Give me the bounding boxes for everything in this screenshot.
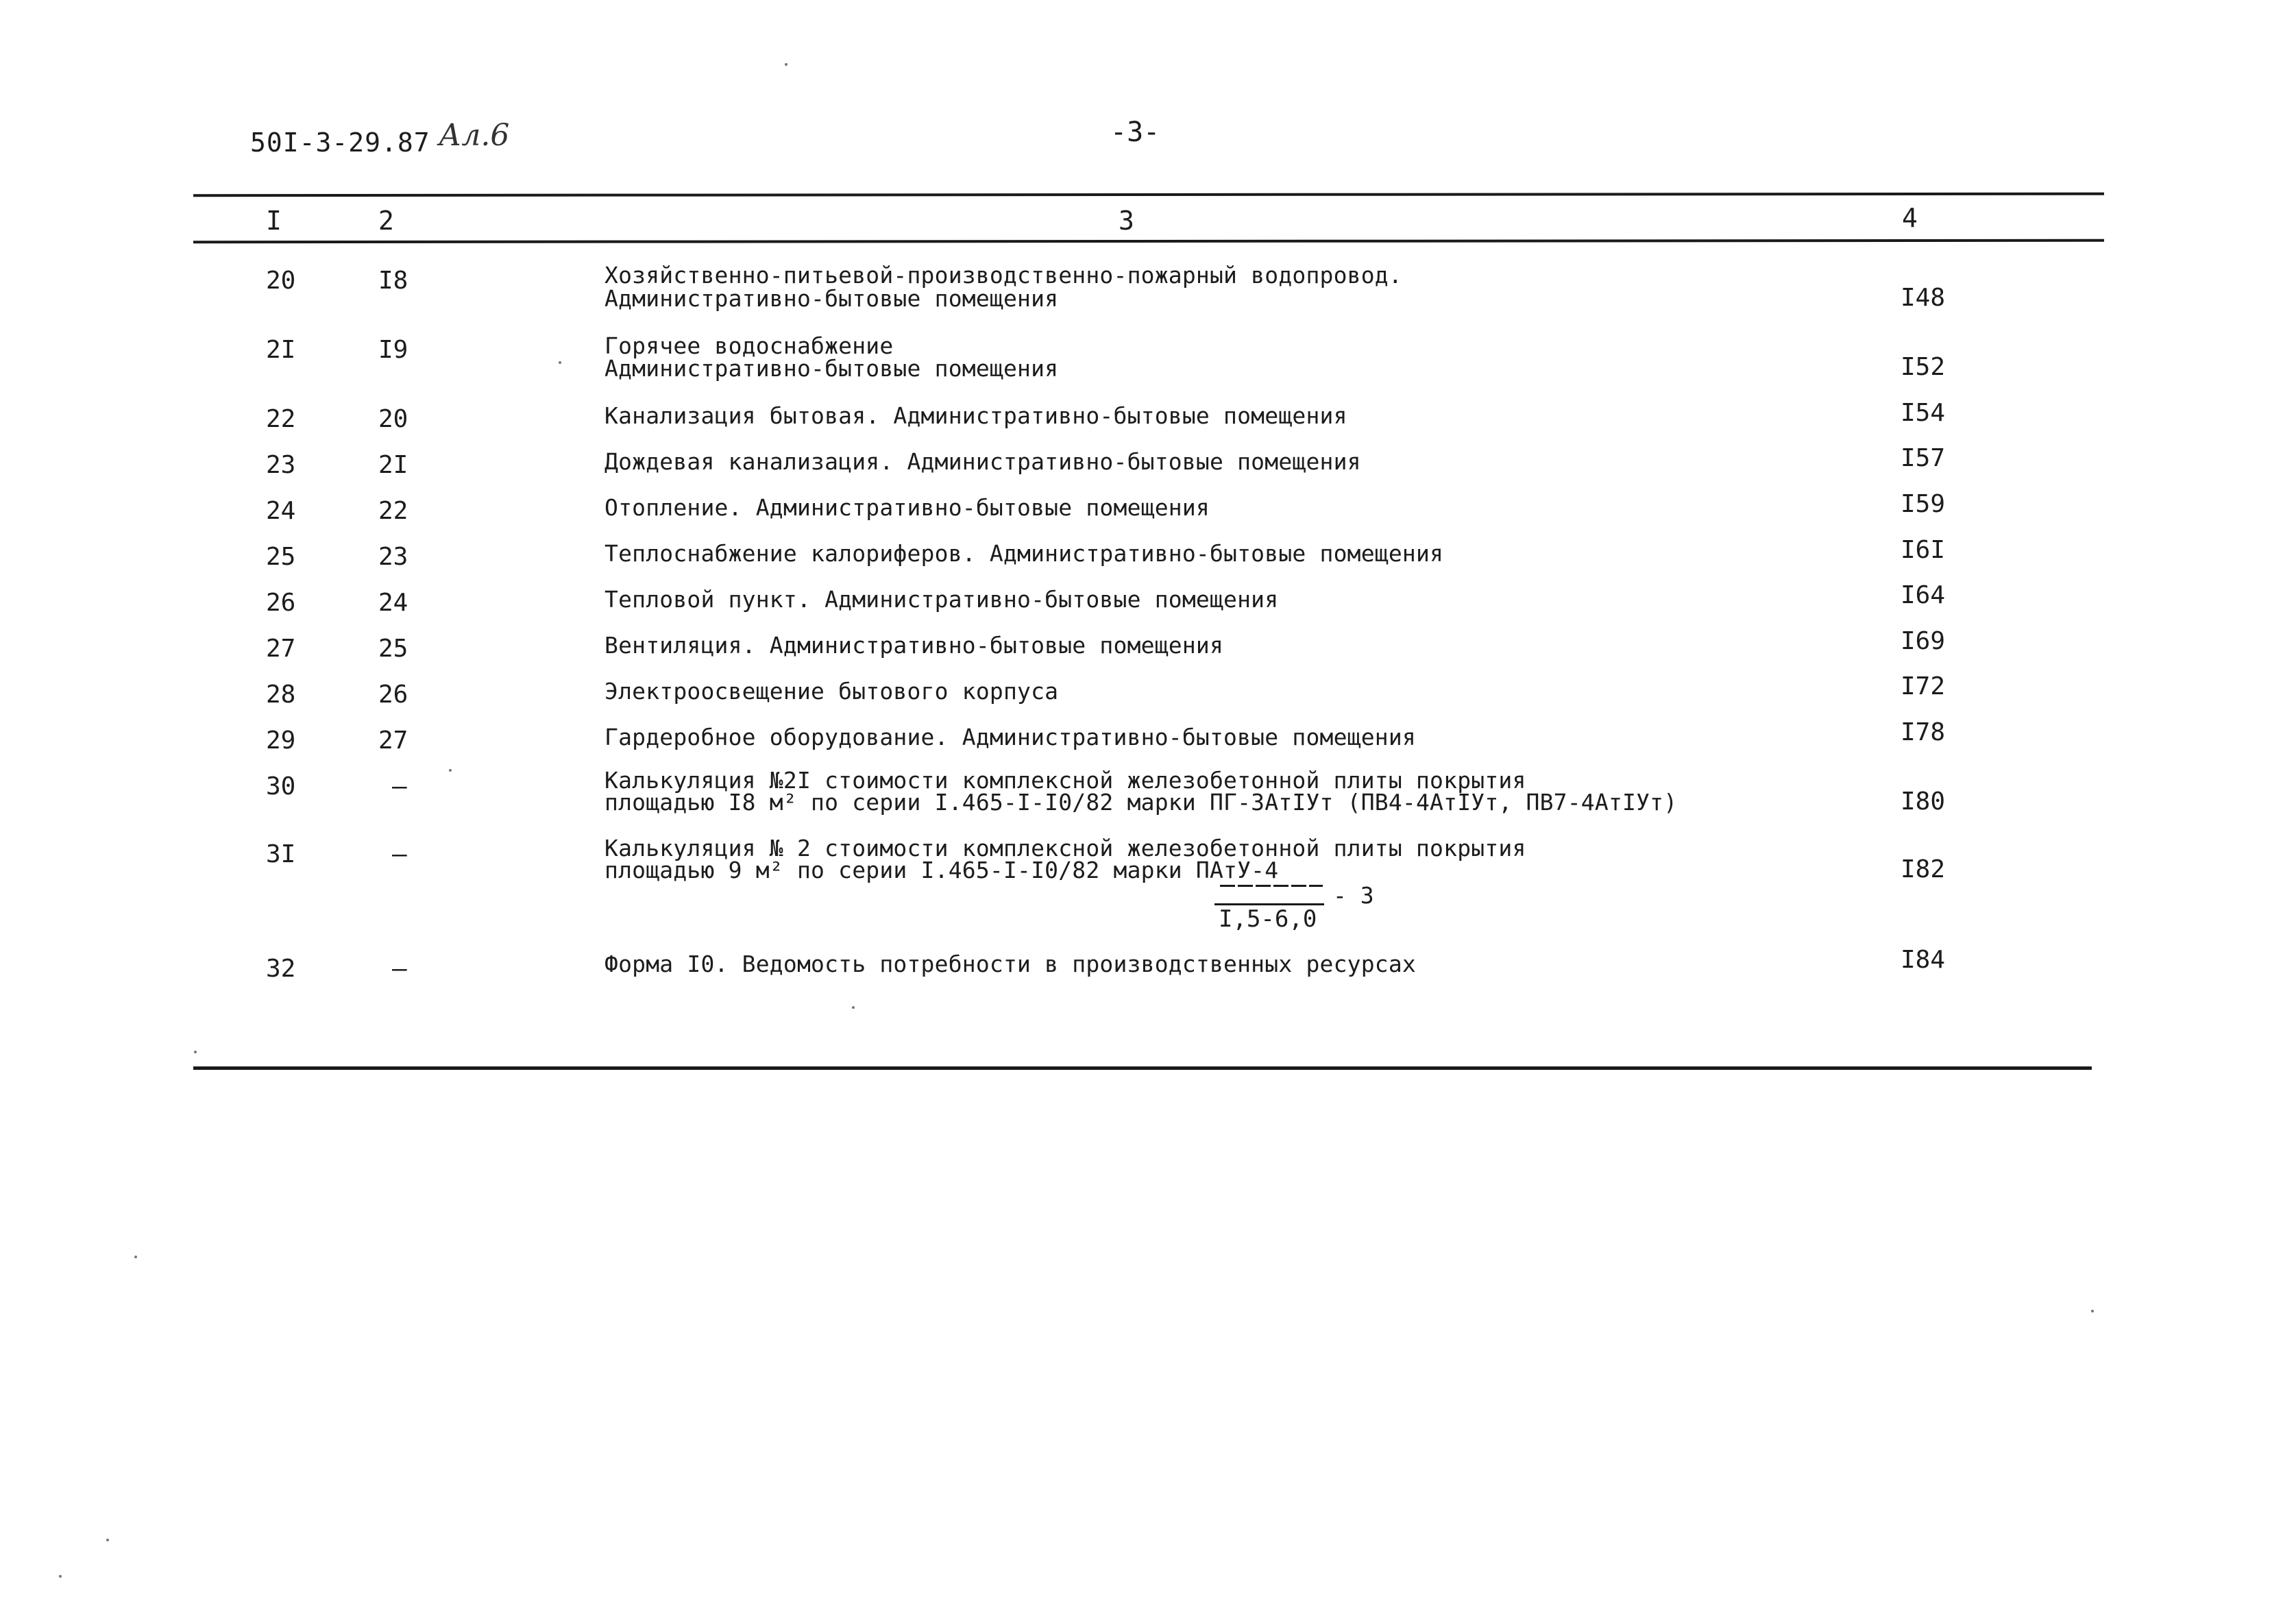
row-page: I57	[1901, 444, 1946, 472]
row-page: I78	[1901, 718, 1946, 746]
row-title-line: Калькуляция №2I стоимости комплексной железобетонной плиты покрытия	[604, 767, 1526, 794]
row-title-line: Административно-бытовые помещения	[604, 285, 1059, 312]
document-code: 50I-3-29.87	[250, 127, 430, 158]
row-sheet: 24	[378, 589, 408, 617]
scan-speck	[852, 1006, 855, 1009]
row-sheet: 2I	[378, 451, 408, 479]
scan-speck	[194, 1051, 197, 1053]
row-number: 2I	[266, 336, 296, 364]
column-header-3: 3	[1119, 206, 1134, 236]
row-number: 26	[266, 589, 296, 617]
row-page: I48	[1901, 284, 1946, 312]
row-title-line: Электроосвещение бытового корпуса	[604, 678, 1059, 705]
row-number: 28	[266, 681, 296, 709]
row-sheet: I8	[378, 267, 408, 295]
row-sheet: 22	[378, 497, 408, 525]
row-sheet: I9	[378, 336, 408, 364]
row-page: I84	[1901, 946, 1946, 974]
row-title-line: Дождевая канализация. Административно-бытовые помещения	[604, 448, 1361, 475]
row-number: 3I	[266, 840, 296, 868]
row-page: I80	[1901, 787, 1946, 816]
row-sheet: –	[392, 955, 407, 983]
scan-speck	[785, 63, 787, 66]
column-header-1: I	[266, 206, 282, 236]
handwritten-sheet-note: Ал.6	[439, 118, 510, 153]
row-sheet: –	[392, 840, 407, 868]
row-title-line: Калькуляция № 2 стоимости комплексной железобетонной плиты покрытия	[604, 835, 1526, 861]
row-title-line: площадью 9 м² по серии I.465-I-I0/82 марки ПАтУ-4	[604, 857, 1279, 883]
row-number: 23	[266, 451, 296, 479]
table-header-rule	[193, 239, 2104, 243]
scan-speck	[559, 361, 561, 364]
column-header-2: 2	[378, 206, 394, 236]
row-number: 22	[266, 405, 296, 433]
row-title-line: Теплоснабжение калориферов. Административно-бытовые помещения	[604, 540, 1444, 567]
formula-denominator: I,5-6,0	[1219, 905, 1317, 933]
scan-speck	[59, 1575, 62, 1578]
row-sheet: 23	[378, 543, 408, 571]
row-number: 30	[266, 772, 296, 800]
row-page: I52	[1901, 353, 1946, 381]
row-title-line: площадью I8 м² по серии I.465-I-I0/82 марки ПГ-3АтIУт (ПВ4-4АтIУт, ПВ7-4АтIУт)	[604, 789, 1678, 816]
row-page: I72	[1901, 672, 1946, 700]
table-bottom-rule	[193, 1066, 2092, 1070]
table-top-rule	[193, 193, 2104, 197]
row-number: 20	[266, 267, 296, 295]
row-sheet: 25	[378, 635, 408, 663]
row-title-line: Форма I0. Ведомость потребности в производственных ресурсах	[604, 951, 1416, 977]
row-title-line: Тепловой пункт. Административно-бытовые помещения	[604, 586, 1279, 613]
row-sheet: –	[392, 772, 407, 800]
row-title-line: Вентиляция. Административно-бытовые помещения	[604, 632, 1224, 659]
scan-speck	[134, 1256, 137, 1258]
row-page: I54	[1901, 399, 1946, 427]
row-number: 25	[266, 543, 296, 571]
row-page: I64	[1901, 581, 1946, 609]
row-sheet: 26	[378, 681, 408, 709]
row-sheet: 27	[378, 726, 408, 755]
row-page: I6I	[1901, 536, 1946, 564]
scan-speck	[2091, 1310, 2094, 1312]
row-page: I82	[1901, 855, 1946, 883]
row-number: 27	[266, 635, 296, 663]
row-number: 32	[266, 955, 296, 983]
formula-suffix: - 3	[1333, 882, 1374, 909]
row-number: 29	[266, 726, 296, 755]
scan-speck	[449, 769, 452, 772]
row-sheet: 20	[378, 405, 408, 433]
formula-numerator-dashes	[1220, 885, 1323, 887]
scan-speck	[106, 1539, 109, 1541]
page-number: -3-	[1110, 117, 1160, 148]
row-number: 24	[266, 497, 296, 525]
row-title-line: Канализация бытовая. Административно-бытовые помещения	[604, 402, 1347, 429]
row-title-line: Отопление. Административно-бытовые помещения	[604, 494, 1210, 521]
row-page: I69	[1901, 627, 1946, 655]
row-title-line: Горячее водоснабжение	[604, 332, 894, 359]
row-page: I59	[1901, 490, 1946, 518]
column-header-4: 4	[1902, 203, 1918, 233]
row-title-line: Гардеробное оборудование. Административно-бытовые помещения	[604, 724, 1416, 750]
row-title-line: Хозяйственно-питьевой-производственно-пожарный водопровод.	[604, 262, 1402, 289]
row-title-line: Административно-бытовые помещения	[604, 355, 1059, 382]
